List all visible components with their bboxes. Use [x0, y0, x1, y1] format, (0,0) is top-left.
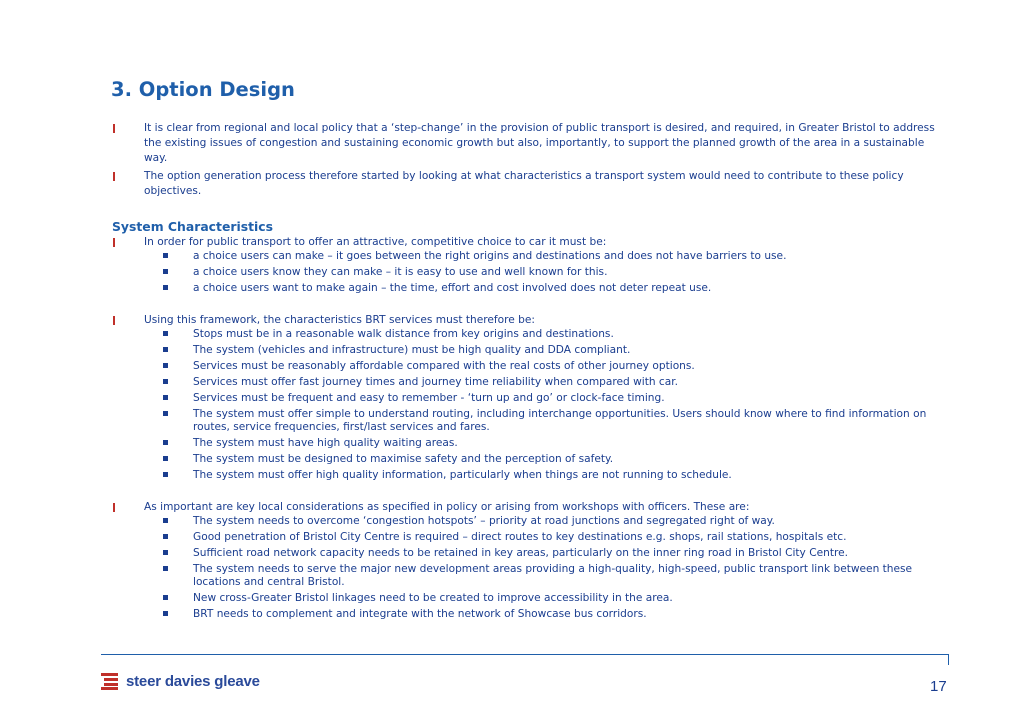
group-lead [112, 500, 938, 515]
list-item-text: The system must have high quality waiting areas. [193, 437, 458, 449]
logo-text: steer davies gleave [126, 673, 260, 690]
list-item [193, 515, 938, 528]
list-item [193, 453, 938, 466]
group-lead [112, 235, 938, 250]
group-lead-text: Using this framework, the characteristics BRT services must therefore be: [144, 314, 535, 326]
list-item [193, 563, 938, 589]
square-bullet-icon [163, 379, 168, 384]
square-bullet-icon [163, 331, 168, 336]
list-item-text: The system must offer simple to understand routing, including interchange opportunities. Users should know where to find information on routes, service frequencies, first/last services and fares. [193, 408, 927, 433]
list-item [193, 437, 938, 450]
bullet-list [112, 515, 938, 621]
red-bullet-icon [113, 124, 115, 133]
list-item [193, 282, 938, 295]
list-item [193, 328, 938, 341]
square-bullet-icon [163, 611, 168, 616]
red-bullet-icon [113, 503, 115, 512]
square-bullet-icon [163, 253, 168, 258]
list-item-text: New cross-Greater Bristol linkages need to be created to improve accessibility in the area. [193, 592, 673, 604]
list-item-text: a choice users want to make again – the time, effort and cost involved does not deter repeat use. [193, 282, 712, 294]
list-item [193, 360, 938, 373]
red-bullet-icon [113, 316, 115, 325]
list-item [193, 592, 938, 605]
list-item [193, 392, 938, 405]
square-bullet-icon [163, 456, 168, 461]
list-item-text: Stops must be in a reasonable walk distance from key origins and destinations. [193, 328, 614, 340]
square-bullet-icon [163, 518, 168, 523]
square-bullet-icon [163, 285, 168, 290]
list-item [193, 250, 938, 263]
page-title: 3. Option Design [111, 78, 295, 101]
intro-text: The option generation process therefore started by looking at what characteristics a transport system would need to contribute to these policy objectives. [144, 170, 904, 197]
page-content [112, 121, 938, 624]
list-item-text: Services must offer fast journey times and journey time reliability when compared with car. [193, 376, 678, 388]
list-item [193, 266, 938, 279]
list-item-text: Services must be reasonably affordable compared with the real costs of other journey options. [193, 360, 695, 372]
list-item [193, 547, 938, 560]
list-item-text: The system must offer high quality information, particularly when things are not running to schedule. [193, 469, 732, 481]
page-number: 17 [930, 678, 947, 695]
list-item-text: The system needs to overcome ‘congestion hotspots’ – priority at road junctions and segregated right of way. [193, 515, 775, 527]
square-bullet-icon [163, 550, 168, 555]
list-item-text: The system (vehicles and infrastructure) must be high quality and DDA compliant. [193, 344, 631, 356]
square-bullet-icon [163, 595, 168, 600]
list-item-text: Sufficient road network capacity needs to be retained in key areas, particularly on the inner ring road in Bristol City Centre. [193, 547, 848, 559]
square-bullet-icon [163, 363, 168, 368]
group-lead-text: As important are key local considerations as specified in policy or arising from workshops with officers. These are: [144, 501, 750, 513]
bullet-list [112, 250, 938, 295]
square-bullet-icon [163, 534, 168, 539]
square-bullet-icon [163, 440, 168, 445]
square-bullet-icon [163, 566, 168, 571]
list-item [193, 408, 938, 434]
list-item-text: a choice users can make – it goes between the right origins and destinations and does not have barriers to use. [193, 250, 787, 262]
list-item-text: The system must be designed to maximise safety and the perception of safety. [193, 453, 614, 465]
footer-divider-tick [948, 654, 949, 665]
section-heading: System Characteristics [112, 219, 273, 234]
intro-paragraph-2 [112, 169, 938, 199]
red-bullet-icon [113, 238, 115, 247]
list-item [193, 531, 938, 544]
footer-divider [101, 654, 949, 655]
square-bullet-icon [163, 472, 168, 477]
list-item-text: Good penetration of Bristol City Centre is required – direct routes to key destinations e.g. shops, rail stations, hospitals etc. [193, 531, 847, 543]
bullet-list [112, 328, 938, 482]
list-item [193, 376, 938, 389]
intro-text: It is clear from regional and local policy that a ‘step-change’ in the provision of public transport is desired, and required, in Greater Bristol to address the existing issues of congestion and sustaining economic growth but also, importantly, to support the planned growth of the area in a sustainable way. [144, 122, 935, 164]
company-logo [101, 673, 260, 690]
square-bullet-icon [163, 395, 168, 400]
square-bullet-icon [163, 269, 168, 274]
list-item [193, 608, 938, 621]
square-bullet-icon [163, 411, 168, 416]
square-bullet-icon [163, 347, 168, 352]
red-bullet-icon [113, 172, 115, 181]
group-lead [112, 313, 938, 328]
list-item [193, 469, 938, 482]
list-item-text: The system needs to serve the major new development areas providing a high-quality, high-speed, public transport link between these locations and central Bristol. [193, 563, 913, 588]
list-item-text: Services must be frequent and easy to remember - ‘turn up and go’ or clock-face timing. [193, 392, 665, 404]
logo-stripes-icon [101, 673, 118, 690]
list-item-text: a choice users know they can make – it is easy to use and well known for this. [193, 266, 608, 278]
intro-paragraph-1 [112, 121, 938, 166]
list-item-text: BRT needs to complement and integrate with the network of Showcase bus corridors. [193, 608, 647, 620]
group-lead-text: In order for public transport to offer an attractive, competitive choice to car it must be: [144, 236, 607, 248]
list-item [193, 344, 938, 357]
